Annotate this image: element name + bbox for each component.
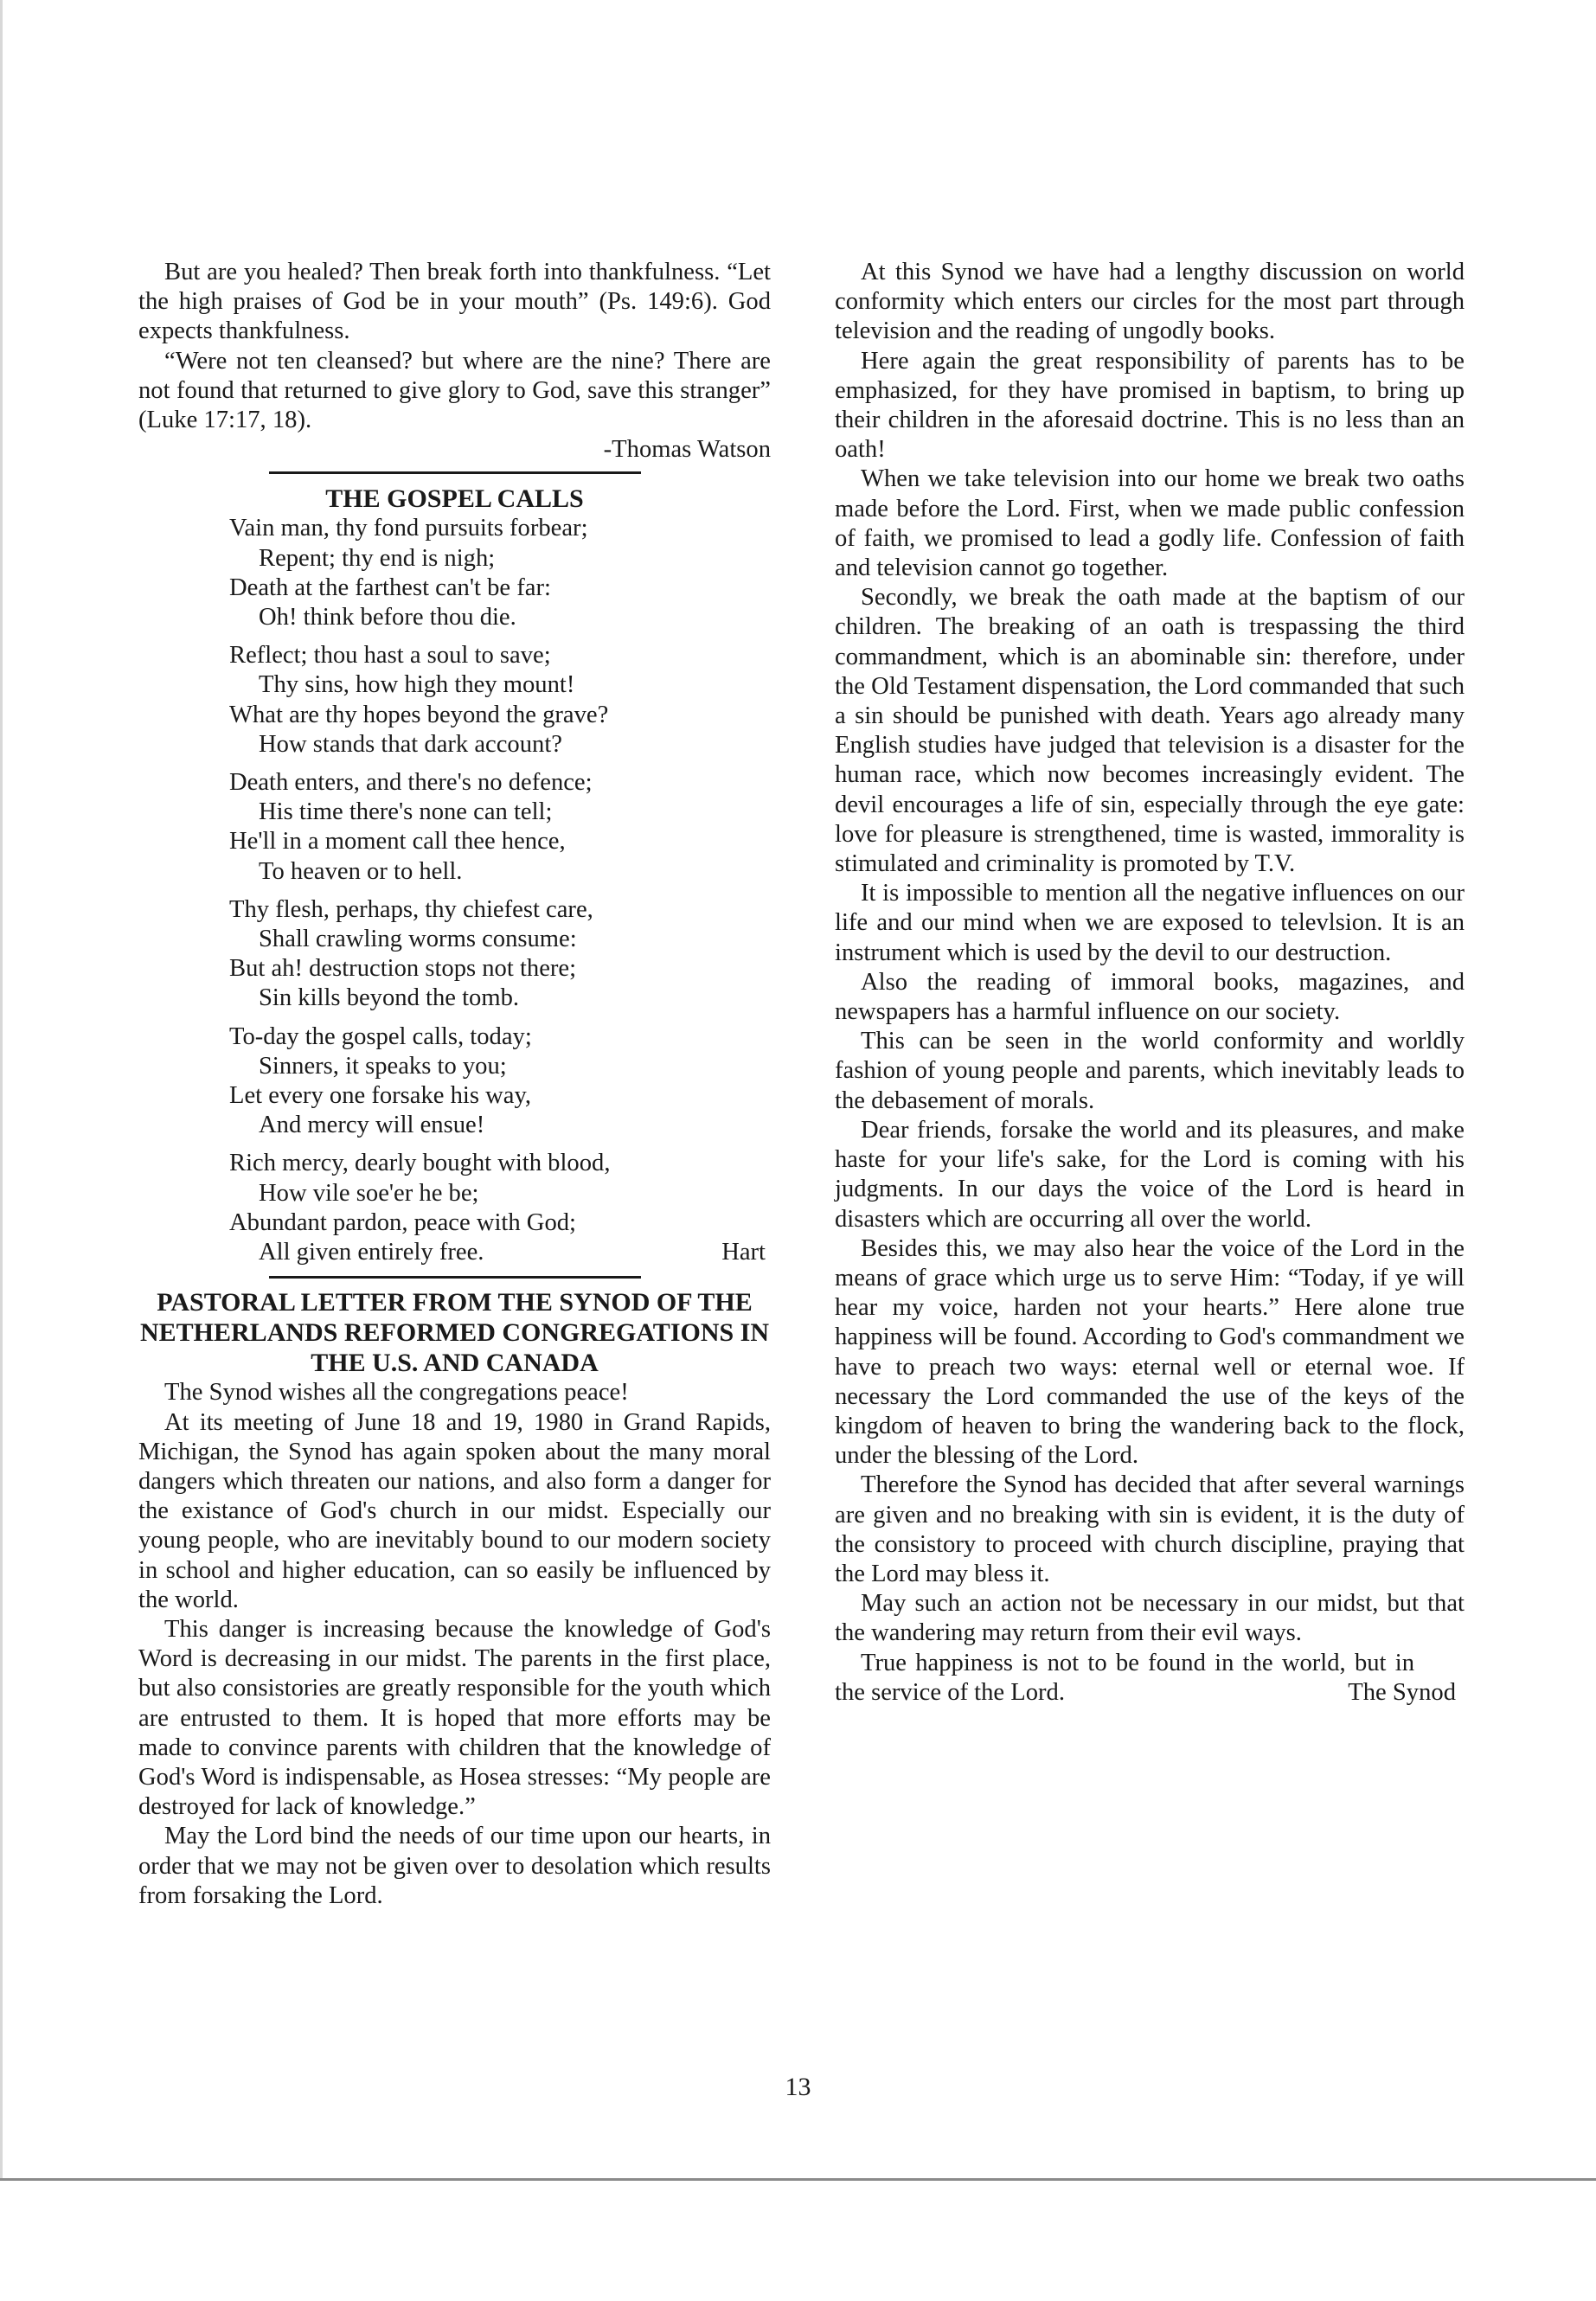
- poem-line: Vain man, thy fond pursuits forbear;: [229, 515, 588, 542]
- poem-line: How stands that dark account?: [259, 730, 562, 758]
- poem-line: Thy flesh, perhaps, thy chiefest care,: [229, 895, 593, 923]
- letter-paragraph: At this Synod we have had a lengthy discussion on world conformity which enters our circles for the most part through television and the reading of ungodly books.: [835, 259, 1465, 345]
- scan-edge-bottom: [0, 2178, 1596, 2181]
- poem-line: Death enters, and there's no defence;: [229, 769, 593, 797]
- section-divider: [269, 471, 641, 474]
- poem-line: All given entirely free.: [259, 1239, 484, 1266]
- poem-line: To-day the gospel calls, today;: [229, 1022, 532, 1050]
- closing-text: True happiness is not to be found in the world, but in the service of the Lord.: [835, 1649, 1414, 1706]
- section-divider: [269, 1276, 641, 1279]
- signature: The Synod: [1348, 1678, 1456, 1706]
- poem-stanza: [229, 1022, 771, 1141]
- letter-paragraph: May such an action not be necessary in our midst, but that the wandering may return from their evil ways.: [835, 1590, 1465, 1647]
- poem-line: Abundant pardon, peace with God;: [229, 1208, 576, 1236]
- letter-paragraph: Here again the great responsibility of parents has to be emphasized, for they have promised in baptism, to bring up their children in the aforesaid doctrine. This is no less than an oath!: [835, 347, 1465, 464]
- poem-line: Reflect; thou hast a soul to save;: [229, 642, 551, 670]
- poem-line: His time there's none can tell;: [259, 798, 553, 826]
- poem-stanza: [229, 641, 771, 760]
- letter-paragraph: It is impossible to mention all the negative influences on our life and our mind when we are exposed to televlsion. It is an instrument which is used by the devil to our destruction.: [835, 880, 1465, 966]
- letter-paragraph: At its meeting of June 18 and 19, 1980 in Grand Rapids, Michigan, the Synod has again spoken about the many moral dangers which threaten our nations, and also form a danger for the existance of God's church in our midst. Especially our young people, who are inevitably bound to our modern society in school and higher education, can so easily be influenced by the world.: [138, 1408, 771, 1613]
- intro-paragraph: “Were not ten cleansed? but where are the nine? There are not found that returned to give glory to God, save this stranger” (Luke 17:17, 18).: [138, 347, 771, 434]
- poem-line: Thy sins, how high they mount!: [259, 671, 575, 699]
- poem-line: Let every one forsake his way,: [229, 1082, 532, 1110]
- letter-paragraph: Dear friends, forsake the world and its pleasures, and make haste for your life's sake, for the Lord is coming with his judgments. In our days the voice of the Lord is heard in disasters which are occurring all over the world.: [835, 1116, 1465, 1233]
- poem-stanza: [229, 768, 771, 887]
- letter-paragraph: Therefore the Synod has decided that after several warnings are given and no breaking with sin is evident, it is the duty of the consistory to proceed with church discipline, praying that the Lord may bless it.: [835, 1471, 1465, 1587]
- poem-line: But ah! destruction stops not there;: [229, 955, 577, 983]
- poem-last-line: [229, 1238, 766, 1267]
- letter-title: PASTORAL LETTER FROM THE SYNOD OF THE NETHERLANDS REFORMED CONGREGATIONS IN THE U.S. AND CANADA: [139, 1288, 770, 1378]
- intro-author: -Thomas Watson: [603, 436, 771, 464]
- poem-stanza: [229, 514, 771, 632]
- intro-paragraph: But are you healed? Then break forth into thankfulness. “Let the high praises of God be in your mouth” (Ps. 149:6). God expects thankfulness.: [138, 259, 771, 345]
- poem-line: Rich mercy, dearly bought with blood,: [229, 1150, 611, 1177]
- poem-stanza: [229, 1149, 771, 1267]
- letter-paragraph: Also the reading of immoral books, magazines, and newspapers has a harmful influence on our society.: [835, 968, 1465, 1026]
- poem-line: Death at the farthest can't be far:: [229, 574, 551, 601]
- scan-edge-left: [0, 0, 3, 2180]
- left-column: [138, 258, 771, 1911]
- poem-title: THE GOSPEL CALLS: [325, 484, 584, 514]
- poem-line: Repent; thy end is nigh;: [259, 544, 496, 572]
- letter-paragraph: This danger is increasing because the knowledge of God's Word is decreasing in our midst. The parents in the first place, but also consistories are greatly responsible for the youth which are entrusted to them. It is hoped that more efforts may be made to convince parents with children that the knowledge of God's Word is indispensable, as Hosea stresses: “My people are destroyed for lack of knowledge.”: [138, 1615, 771, 1821]
- poem: [229, 514, 771, 1267]
- poem-line: Shall crawling worms consume:: [259, 926, 577, 953]
- letter-paragraph: May the Lord bind the needs of our time upon our hearts, in order that we may not be given over to desolation which results from forsaking the Lord.: [138, 1823, 771, 1909]
- poem-author: Hart: [721, 1239, 766, 1266]
- poem-line: Sin kills beyond the tomb.: [259, 984, 520, 1012]
- letter-paragraph: Secondly, we break the oath made at the baptism of our children. The breaking of an oath is trespassing the third commandment, which is an abominable sin: therefore, under the Old Testament dispensation, the Lord commanded that such a sin should be punished with death. Years ago already many English studies have judged that television is a disaster for the human race, which now becomes increasingly evident. The devil encourages a life of sin, especially through the eye gate: love for pleasure is strengthened, time is wasted, immorality is stimulated and criminality is promoted by T.V.: [835, 584, 1465, 878]
- poem-line: Oh! think before thou die.: [259, 604, 516, 631]
- letter-greeting: The Synod wishes all the congregations peace!: [164, 1379, 629, 1407]
- poem-line: How vile soe'er he be;: [259, 1179, 479, 1207]
- letter-paragraph: When we take television into our home we break two oaths made before the Lord. First, when we made public confession of faith, we promised to lead a godly life. Confession of faith and television cannot go together.: [835, 465, 1465, 582]
- right-column: [835, 258, 1465, 1708]
- poem-line: What are thy hopes beyond the grave?: [229, 701, 609, 728]
- letter-paragraph: This can be seen in the world conformity and worldly fashion of young people and parents, which inevitably leads to the debasement of morals.: [835, 1028, 1465, 1114]
- poem-line: And mercy will ensue!: [259, 1112, 485, 1139]
- page-number: 13: [785, 2073, 811, 2101]
- poem-line: To heaven or to hell.: [259, 857, 463, 885]
- letter-paragraph: Besides this, we may also hear the voice of the Lord in the means of grace which urge us to serve Him: “Today, if ye will hear my voice, harden not your hearts.” Here alone true happiness will be found. According to God's commandment we have to preach two ways: eternal well or eternal woe. If necessary the Lord commanded the use of the keys of the kingdom of heaven to bring the wandering back to the flock, under the blessing of the Lord.: [835, 1234, 1465, 1470]
- poem-line: He'll in a moment call thee hence,: [229, 828, 566, 856]
- poem-line: Sinners, it speaks to you;: [259, 1052, 507, 1080]
- poem-stanza: [229, 895, 771, 1014]
